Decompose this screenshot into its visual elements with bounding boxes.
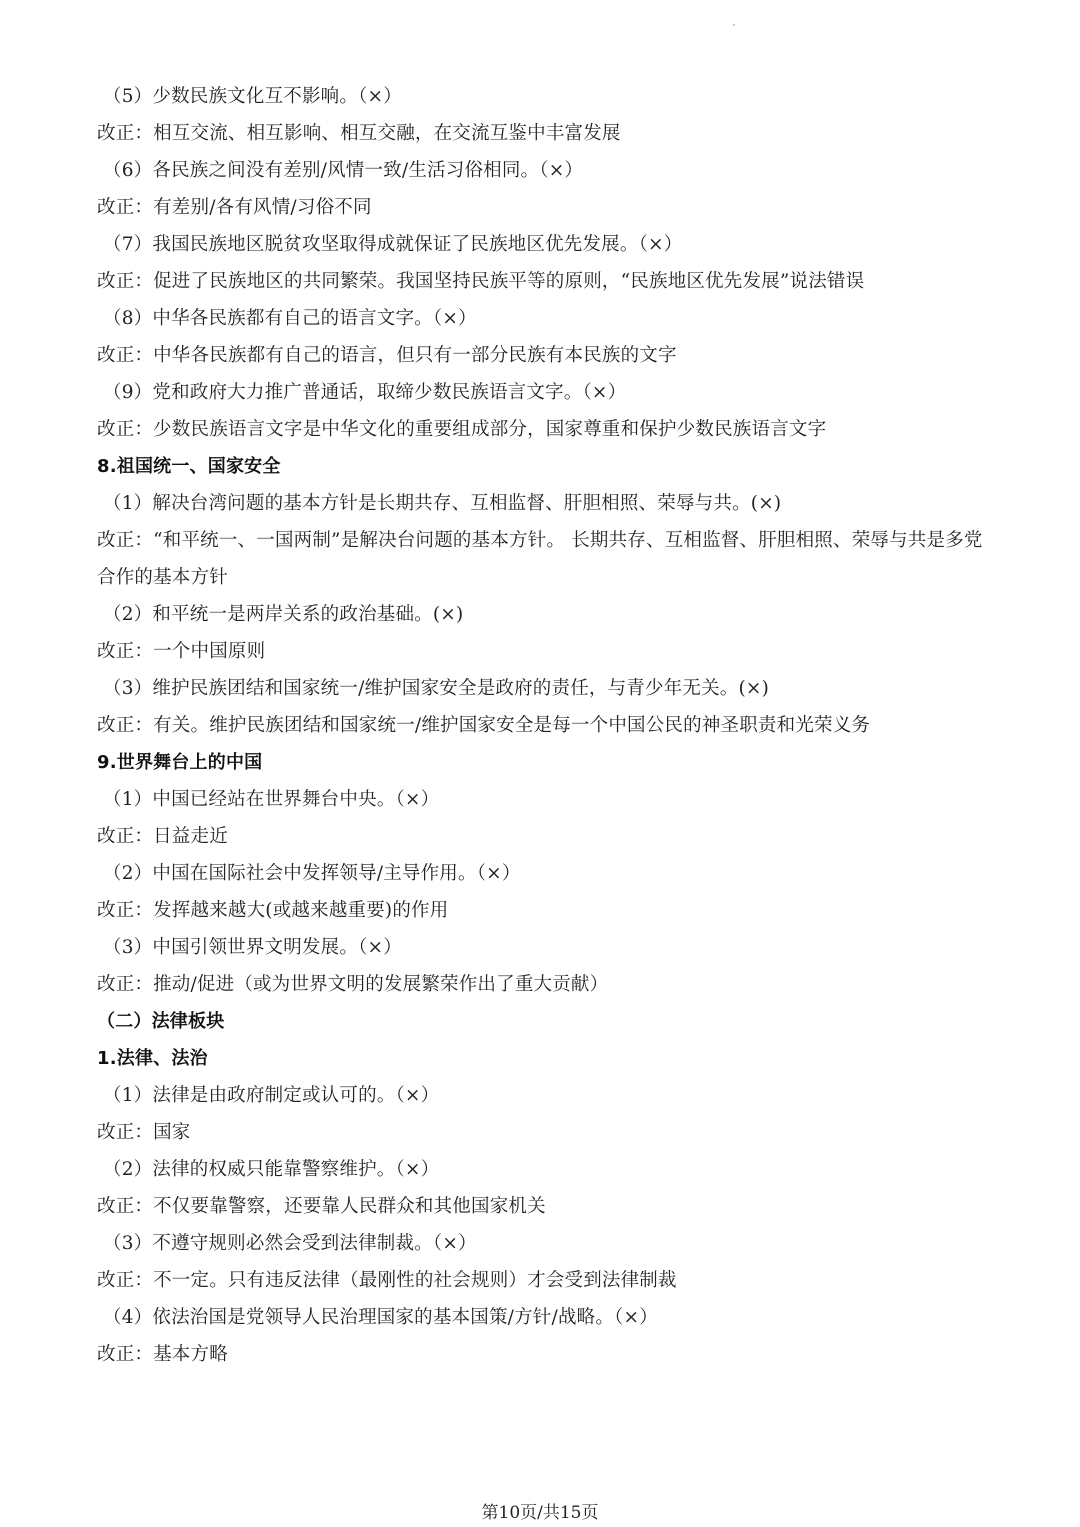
correction-item: 改正：一个中国原则 <box>97 641 266 662</box>
statement-item: （7）我国民族地区脱贫攻坚取得成就保证了民族地区优先发展。（×） <box>103 234 683 255</box>
correction-item: 改正：促进了民族地区的共同繁荣。我国坚持民族平等的原则，“民族地区优先发展”说法错误 <box>97 271 865 292</box>
correction-item: 改正：有差别/各有风情/习俗不同 <box>97 197 372 218</box>
statement-item: （1）解决台湾问题的基本方针是长期共存、互相监督、肝胆相照、荣辱与共。(×) <box>103 493 782 514</box>
statement-item: （1）法律是由政府制定或认可的。（×） <box>103 1085 440 1106</box>
document-body <box>97 78 997 1373</box>
correction-item: 改正：发挥越来越大(或越来越重要)的作用 <box>97 900 449 921</box>
correction-item: 改正：国家 <box>97 1122 191 1143</box>
statement-item: （3）维护民族团结和国家统一/维护国家安全是政府的责任，与青少年无关。(×) <box>103 678 770 699</box>
correction-item: 改正：日益走近 <box>97 826 228 847</box>
section-heading: 9.世界舞台上的中国 <box>97 752 263 773</box>
statement-item: （2）和平统一是两岸关系的政治基础。(×) <box>103 604 464 625</box>
correction-item: 改正：少数民族语言文字是中华文化的重要组成部分，国家尊重和保护少数民族语言文字 <box>97 419 827 440</box>
statement-item: （2）中国在国际社会中发挥领导/主导作用。（×） <box>103 863 521 884</box>
statement-item: （3）中国引领世界文明发展。（×） <box>103 937 402 958</box>
correction-item: 改正：基本方略 <box>97 1344 228 1365</box>
statement-item: （9）党和政府大力推广普通话，取缔少数民族语言文字。（×） <box>103 382 627 403</box>
statement-item: （8）中华各民族都有自己的语言文字。（×） <box>103 308 477 329</box>
correction-item: 改正：推动/促进（或为世界文明的发展繁荣作出了重大贡献） <box>97 974 609 995</box>
correction-item: 改正：中华各民族都有自己的语言，但只有一部分民族有本民族的文字 <box>97 345 677 366</box>
statement-item: （4）依法治国是党领导人民治理国家的基本国策/方针/战略。（×） <box>103 1307 658 1328</box>
correction-item: 改正：有关。维护民族团结和国家统一/维护国家安全是每一个中国公民的神圣职责和光荣义务 <box>97 715 871 736</box>
scan-speck <box>733 24 735 26</box>
statement-item: （1）中国已经站在世界舞台中央。（×） <box>103 789 440 810</box>
section-heading: 8.祖国统一、国家安全 <box>97 456 281 477</box>
statement-item: （3）不遵守规则必然会受到法律制裁。（×） <box>103 1233 477 1254</box>
part-heading: （二）法律板块 <box>97 1011 225 1032</box>
correction-item: 改正：相互交流、相互影响、相互交融，在交流互鉴中丰富发展 <box>97 123 621 144</box>
correction-item: 改正：不仅要靠警察，还要靠人民群众和其他国家机关 <box>97 1196 546 1217</box>
correction-item: 改正：不一定。只有违反法律（最刚性的社会规则）才会受到法律制裁 <box>97 1270 677 1291</box>
statement-item: （2）法律的权威只能靠警察维护。（×） <box>103 1159 440 1180</box>
page-number: 第10页/共15页 <box>481 1503 599 1523</box>
statement-item: （6）各民族之间没有差别/风情一致/生活习俗相同。（×） <box>103 160 584 181</box>
statement-item: （5）少数民族文化互不影响。（×） <box>103 86 402 107</box>
correction-item: 改正：“和平统一、一国两制”是解决台问题的基本方针。 长期共存、互相监督、肝胆相照、荣辱与共是多党合作的基本方针 <box>97 530 983 588</box>
section-heading: 1.法律、法治 <box>97 1048 208 1069</box>
